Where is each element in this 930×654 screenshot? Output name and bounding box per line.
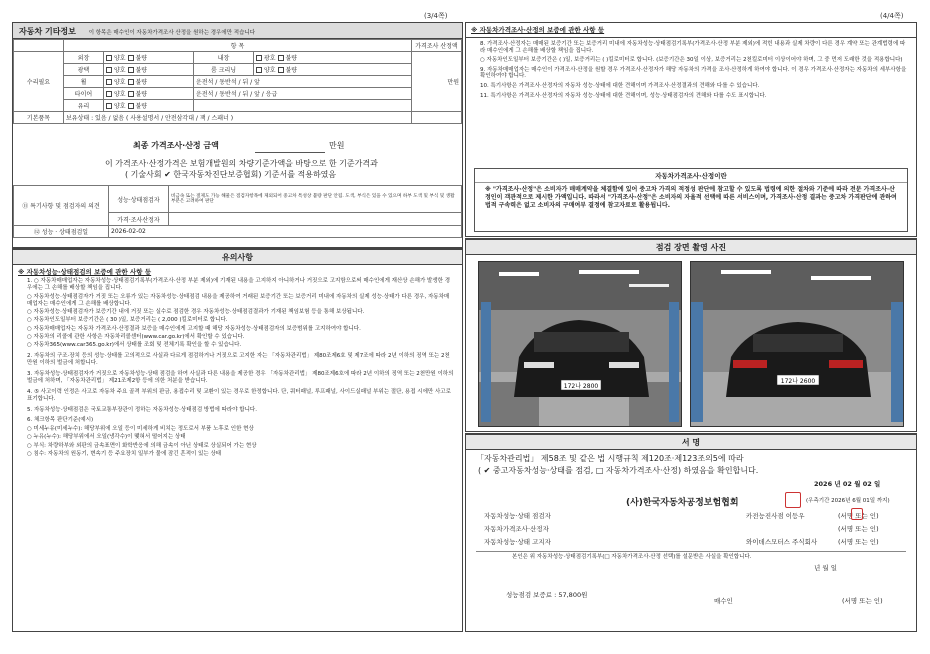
note-item: 4. ⑤ 사고이력 인정은 사고로 자동차 주요 골격 부위의 판금, 용접수리 및 교환이 있는 경우로 한정합니다. 단, 쿼터패널, 루프패널, 사이드실패널 부위는 절단, 용접 시에만 사고로 표기합니다. [27,388,451,402]
checkbox[interactable] [278,67,284,73]
date-label: ⑫ 성능 · 상태점검일 [14,226,109,238]
warranty-item: 10. 특기사항은 가격조사·산정자의 자동차 성능·상태에 대한 견해이며 가격조사·산정결과의 견해와 다를 수 있습니다. [480,83,760,90]
warranty-item: 9. 자동차매매업자는 매수인이 가격조사·산정을 원할 경우 가격조사·산정자가 해당 자동차의 가격을 조사·산정하게 하여야 합니다. 이 경우 가격조사·산정자는 자동차의 세부사항을 확인하여야 합니다. [480,66,907,80]
checkbox[interactable] [106,79,112,85]
note-item: 6. 체크항목 판단기준(예시) [27,417,94,424]
option-label: 불량 [135,55,148,62]
other-info-header [13,23,462,39]
final-price-label: 최종 가격조사·산정 금액 [133,141,219,150]
signature-date: 2026 년 02 월 02 일 [814,480,881,488]
other-info-panel [12,22,463,248]
option-label: 양호 [114,103,126,110]
col-price: 가격조사 산정액 [412,40,462,52]
signature-panel [465,433,917,632]
won-unit: 만원 [412,52,462,112]
buyer-label: 매수인 [714,597,733,605]
note-item: 3. 자동차성능·상태점검자가 거짓으로 자동차성능·상태 점검을 하여 사실과 다른 내용을 제공한 경우 「자동차관리법」 제80조제6호에 따라 2년 이하의 징역 또는 2천만원 이하의 벌금에 처하며, 「자동차관리법」 제21조제2항 등에 의한 처분을 받습니다. [27,371,454,384]
option-label: 불량 [285,67,298,74]
final-price-value[interactable] [255,141,325,153]
option-label: 양호 [114,91,126,98]
signer-sign[interactable]: (서명 또는 인) [838,525,879,533]
checkbox[interactable] [106,67,112,73]
basic-label: 기본품목 [14,112,64,124]
plate-rear: 172나 2600 [780,378,816,385]
inspection-photo-front [478,261,682,427]
car-front-image [479,262,682,427]
col-item: 항 목 [64,40,412,52]
checkbox[interactable] [278,55,284,61]
standard-line1: 이 가격조사·산정가격은 보험개발원의 차량기준가액을 바탕으로 한 기준가격과 [105,159,378,168]
note-item: ○ 미세누유(미세누수): 해당부위에 오일 등이 미세하게 비치는 정도로서 부품 노후로 인한 현상 [27,425,254,432]
signer-name: 와이데스모터스 주식회사 [746,538,818,546]
signer-role: 자동차성능·상태 고지자 [484,538,551,546]
note-item: ○ 자동차365(www.car365.go.kr)에서 상태를 조회 및 전체기록 확인을 할 수 있습니다. [27,342,242,349]
divider [476,551,906,552]
checkbox[interactable] [106,55,112,61]
signature-org: (사)한국자동차공정보험협회 [626,498,739,508]
option-label: 불량 [135,91,148,98]
note-item: ○ 부식: 차량하부와 외판의 금속표면이 화학반응에 의해 금속이 아닌 상태로 상실되어 가는 현상 [27,442,257,449]
notes-panel [12,248,463,632]
note-item: ○ 자동차인도일부터 보증기간은 ( 30 )일, 보증거리는 ( 2,000 )킬로미터로 합니다. [27,317,228,324]
other-info-title: 자동차 기타정보 [19,27,76,36]
checkbox[interactable] [128,79,134,85]
note-item: 1. ○ 자동차매매업자는 자동차성능·상태점검기록부(가격조사·산정 부분 제외)에 기재된 내용을 고지하지 아니하거나 거짓으로 고지함으로써 매수인에게 재산상 손해가 발생한 경우에는 그 손해를 배상할 책임을 집니다. [27,278,451,292]
note-item: 2. 자동차의 구조·장치 등의 성능·상태를 고의적으로 사실과 다르게 점검하거나 거짓으로 고지한 자는 「자동차관리법」 제80조제6호 및 제7조에 따라 2년 이하의 징역 또는 2천만원 이하의 벌금에 처합니다. [27,353,450,367]
option-label: 양호 [264,67,276,74]
opinion-table [13,185,462,238]
car-rear-image [691,262,904,427]
option-label: 양호 [114,67,126,74]
signer-sign[interactable]: (서명 또는 인) [838,538,879,546]
opinion-label: ⑪ 특기사항 및 점검자의 의견 [14,186,109,226]
option-label: 불량 [135,79,148,86]
repair-sub: 운전석 / 동반석 / 뒤 / 앞 [194,76,412,88]
signer-sign[interactable]: (서명 또는 인) [838,512,879,520]
warranty-item: ○ 자동차인도일부터 보증기간은 ( )일, 보증거리는 ( )킬로미터로 합니다. (보증기간은 30일 이상, 보증거리는 2천킬로미터 이상이어야 하며, 그 중 먼저 도래한 것을 적용합니다) [480,56,903,63]
price-definition-text: ※ "가격조사·산정"은 소비자가 매매계약을 체결함에 있어 중고차 가격의 적정성 판단에 참고할 수 있도록 법령에 의한 절차와 기준에 따라 전문 가격조사·산정인이 객관적으로 제시한 가액입니다. 따라서 "가격조사·산정"은 소비자의 자율적 선택에 따른 서비스이며, 가격조사·산정 결과는 중고차 가격판단에 관하여 법적 구속력은 없고 소비자의 구매여부 결정에 참고자료로 활용됩니다. [485,186,897,210]
checkbox[interactable] [128,91,134,97]
repair-row-name: 유리 [64,100,104,112]
page-number-right: (4/4쪽) [880,12,904,20]
repair-row-name: 외장 [64,52,104,64]
note-item: ○ 자동차성능·상태점검자가 보증기간 내에 거짓 또는 실수로 점검한 경우 자동차성능·상태점검결과가 기재된 책임보험 등을 통해 보상됩니다. [27,308,365,315]
option-label: 불량 [135,103,148,110]
signer-role: 자동차가격조사·산정자 [484,525,549,533]
checkbox[interactable] [106,103,112,109]
option-label: 광호 [264,55,276,62]
checkbox[interactable] [256,55,262,61]
signature-text2: ( ✔ 중고자동차성능·상태를 점검, □ 자동차가격조사·산정) 하였음을 확인합니다. [478,466,759,475]
plate-front: 172나 2800 [563,383,599,390]
signature-title: 서 명 [466,434,916,450]
repair-label: 수리필요 [14,52,64,112]
option-label: 불량 [135,67,148,74]
confirm-date: 년 월 일 [814,564,837,572]
warranty-item: 11. 특기사항은 가격조사·산정자의 자동차 성능·상태에 대한 견해이며, 성능·상태점검자의 견해와 다를 수도 표시합니다. [480,93,767,100]
final-unit: 만원 [329,141,345,150]
price-definition-title: 자동차가격조사·산정이란 [475,169,907,183]
repair-row-name: 휠 [64,76,104,88]
opinion-note: 비금속 또는 절제도 가능 해물은 점검자항목에 제외되어 중고차 특성상 불량 판단 안됨. 도색, 부식은 있을 수 있으며 하부 도색 및 부식 및 생활 부분은 고려하여 판단 [169,186,462,213]
page-number-left: (3/4쪽) [424,12,448,20]
notes-title: 유의사항 [13,249,462,265]
option-label: 불량 [285,55,298,62]
checkbox[interactable] [128,67,134,73]
signature-text1: 「자동차관리법」 제58조 및 같은 법 시행규칙 제120조·제123조의5에 따라 [476,454,744,463]
signer-role: 자동차성능·상태 점검자 [484,512,551,520]
opinion-row1: 성능·상태점검자 [109,186,169,213]
note-item: ○ 누유(누수): 해당부위에서 오일(냉각수)이 맺혀서 떨어지는 상태 [27,434,186,441]
price-definition-box [474,168,908,232]
signature-stamp-icon [851,508,863,520]
option-label: 양호 [114,79,126,86]
price-warranty-title: ※ 자동차가격조사·산정의 보증에 관한 사항 등 [466,23,916,38]
note-item: ○ 자동차의 리콜에 관한 사항은 자동차리콜센터(www.car.go.kr)에서 확인할 수 있습니다. [27,334,245,341]
inspection-photo-rear [690,261,904,427]
repair-row-name: 타이어 [64,88,104,100]
other-info-note: 이 항목은 매수인이 자동차가격조사 산정을 원하는 경우에만 적습니다 [88,30,256,36]
repair-sub: 룸 크리닝 [194,64,254,76]
note-item: 5. 자동차성능·상태점검은 국토교통부장관이 정하는 자동차성능·상태점검 방법에 따라야 합니다. [27,406,257,413]
checkbox[interactable] [256,67,262,73]
checkbox[interactable] [106,91,112,97]
checkbox[interactable] [128,103,134,109]
repair-sub: 내장 [194,52,254,64]
repair-table [13,39,462,124]
standard-line2: ( 기술사회 ✔ 한국자동차진단보증협회) 기준서를 적용하였음 [125,170,337,179]
notes-list [13,278,462,457]
signature-seal-note: (우측기간 2026년 6월 01일 까지) [806,498,890,504]
seal-stamp-icon [785,492,801,508]
price-warranty-panel [465,22,917,237]
checkbox[interactable] [128,55,134,61]
opinion-row2: 가격·조사산정자 [109,213,169,226]
notes-subtitle: ※ 자동차성능·상태점검의 보증에 관한 사항 등 [18,268,152,276]
option-label: 양호 [114,55,126,62]
photo-title: 점검 장면 촬영 사진 [466,239,916,255]
note-item: ○ 자동차매매업자는 자동차 가격조사·산정결과 보증을 매수인에게 고지할 때 해당 자동차성능·상태점검자의 보증범위를 고지하여야 합니다. [27,325,361,332]
signer-name: 카전능진사점 이등우 [746,512,805,520]
basic-items: 보유상태 : 있음 / 없음 ( 사용설명서 / 안전삼각대 / 잭 / 스패너 ) [64,112,412,124]
confirm-text: 본인은 위 자동차성능·상태점검기록부(□ 자동차가격조사·산정 선택)를 설문받은 사실을 확인합니다. [512,554,752,560]
warranty-item: 8. 가격조사·산정자는 매매된 보증기간 또는 보증거리 미내에 자동차성능·상태점검기록부(가격조사·산정 부분 제외)에 적힌 내용과 실제 차량이 다른 경우 계약 또는 관계법령에 따라 매수인에게 그 손해를 배상할 책임을 집니다. [480,41,906,55]
buyer-sign[interactable]: (서명 또는 인) [842,597,883,605]
note-item: ○ 침수: 자동차의 원동기, 변속기 등 주요장치 일부가 물에 잠긴 흔적이 있는 상태 [27,450,222,457]
fee-label: 성능점검 보증료 : 57,800원 [506,591,588,599]
repair-row-name: 광택 [64,64,104,76]
repair-sub: 운전석 / 동반석 / 뒤 / 앞 / 응급 [194,88,412,100]
note-item: ○ 자동차성능·상태점검자가 거짓 또는 오류가 있는 자동차성능·상태점검 내용을 제공하여 거래된 보증기간 또는 보증거리 미내에 자동차의 실제 성능·상태가 다른 경우, 자동차매매업자는 매수인에게 그 손해를 배상합니다. [27,293,450,307]
photo-panel [465,238,917,432]
date-value: 2026-02-02 [109,226,462,238]
price-warranty-list [466,38,916,100]
